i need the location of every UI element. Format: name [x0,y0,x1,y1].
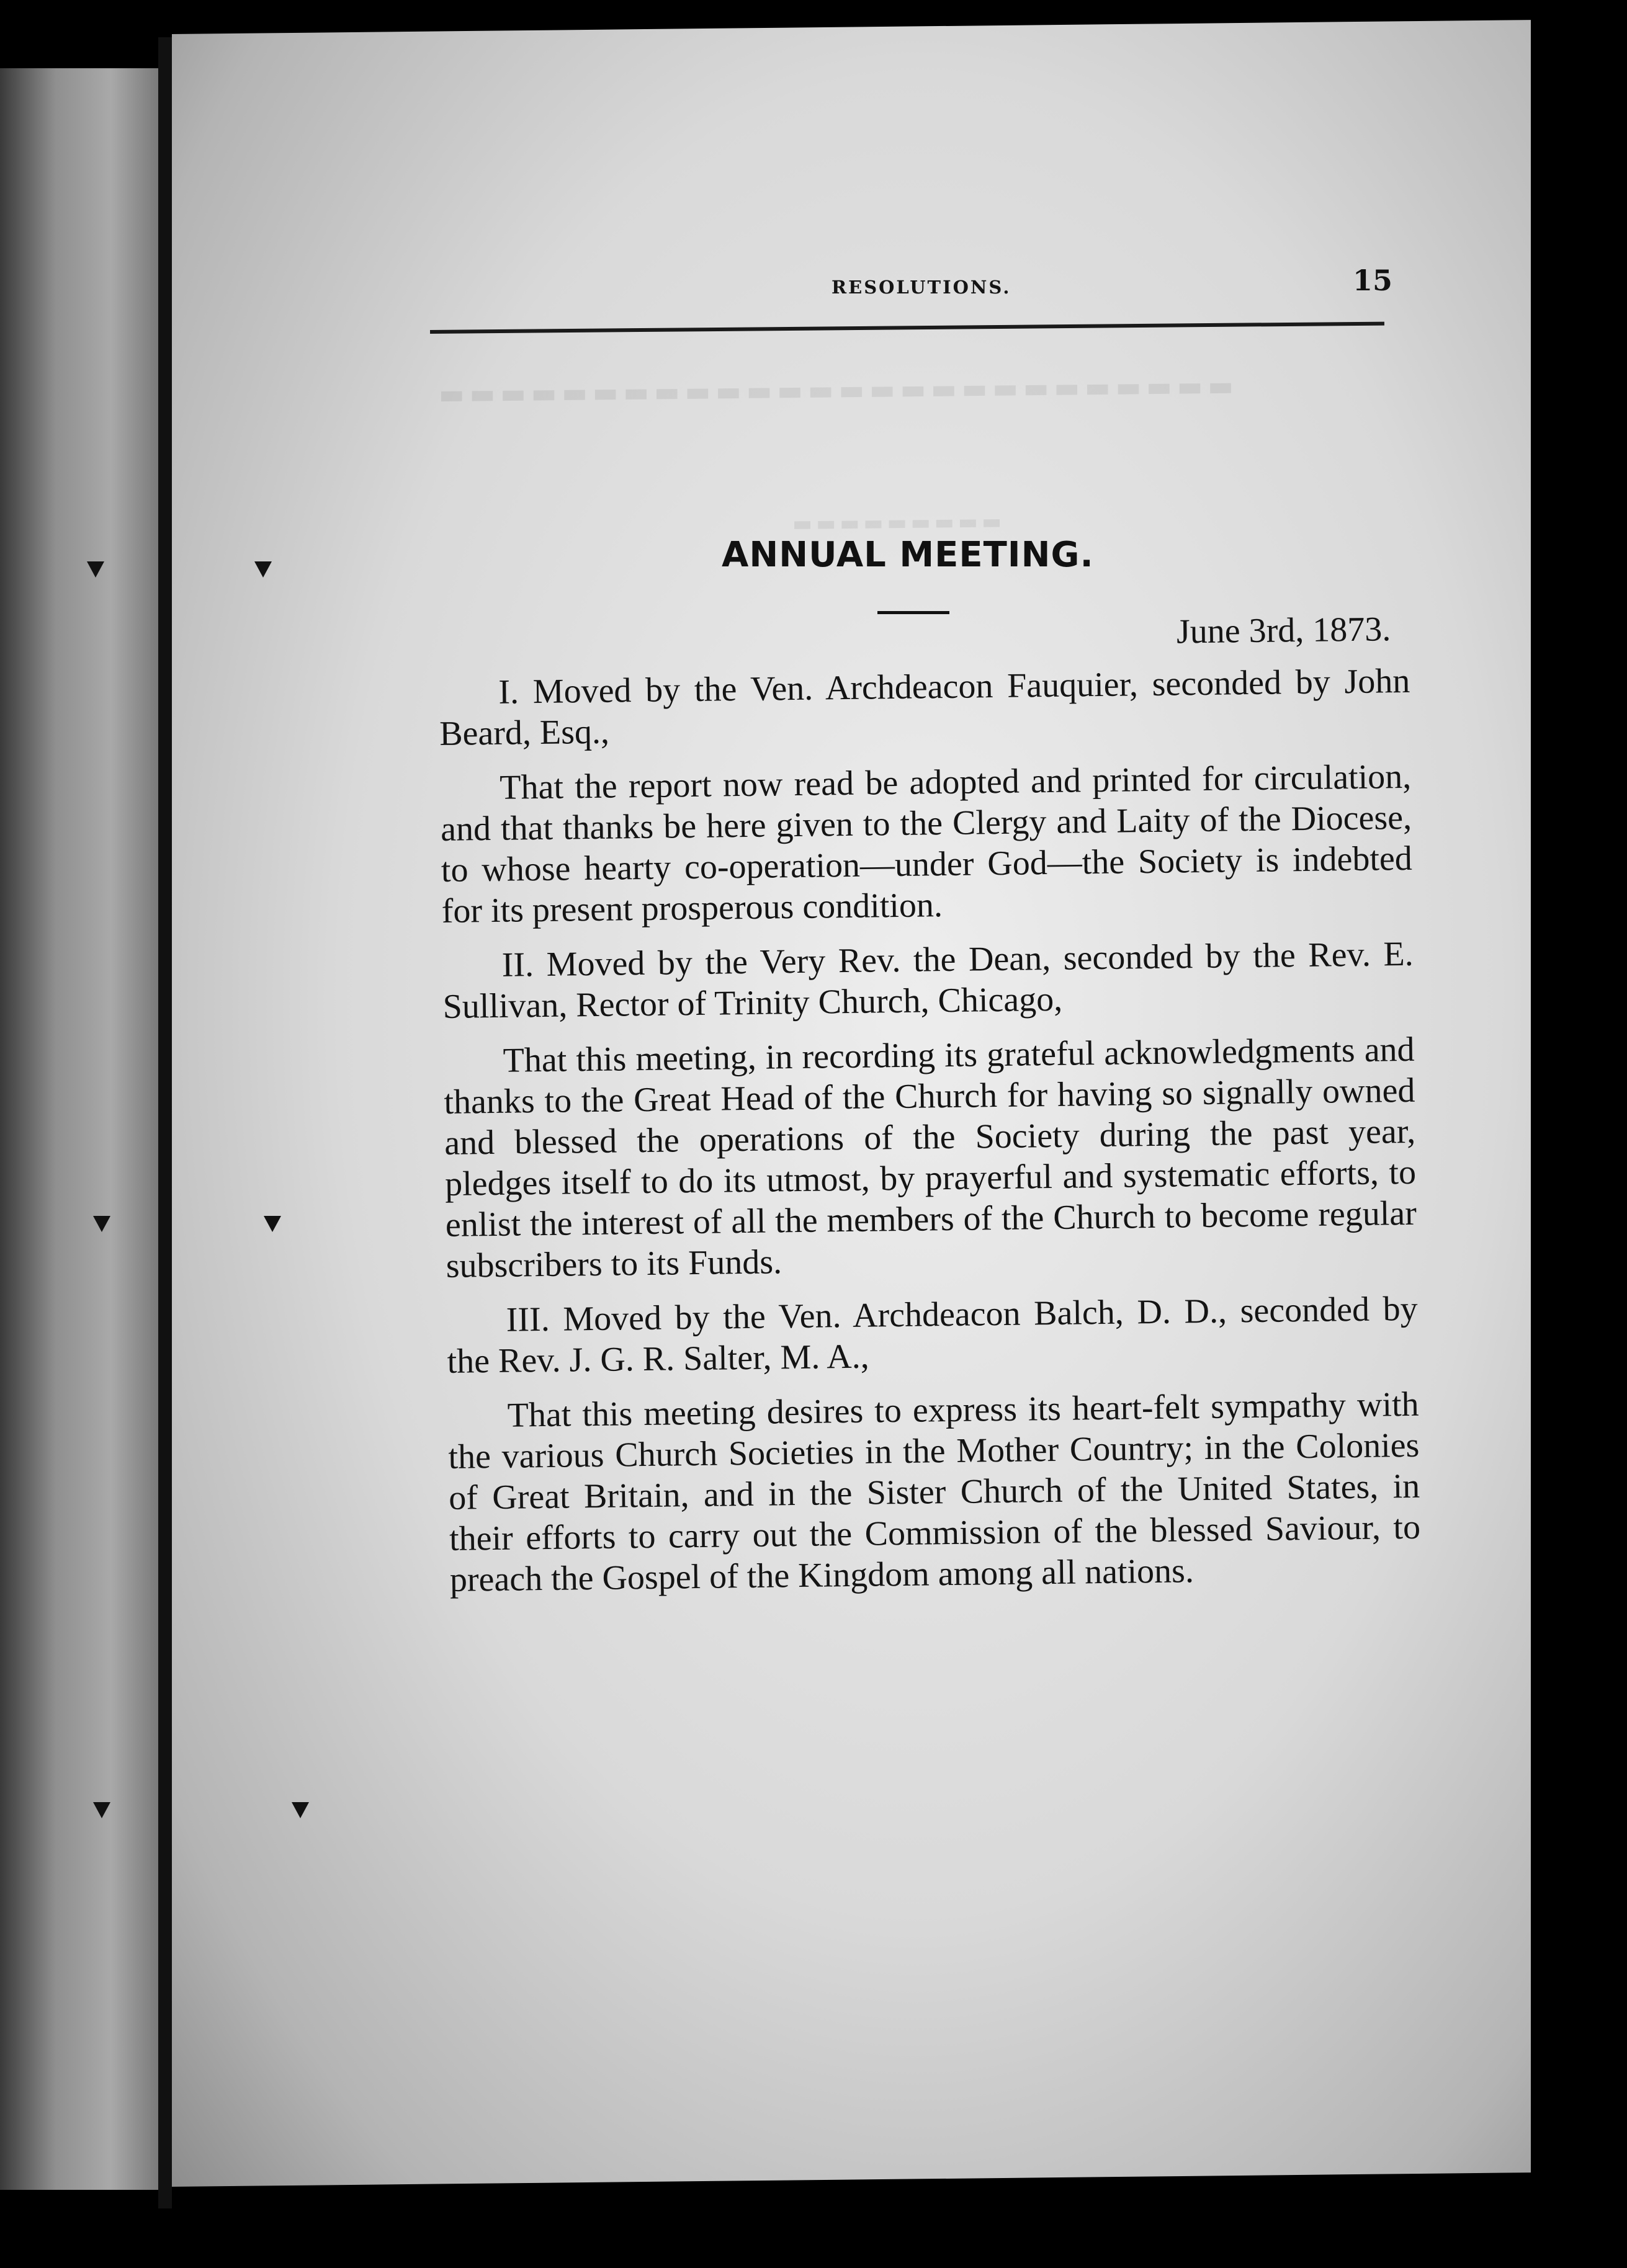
resolution-text: That the report now read be adopted and printed for circulation, and that thanks be here given to the Clergy and Laity of the Diocese, to whose hearty co-operation—under God—the Society is indebted for its present prosperous condition. [440,757,1413,931]
resolution-motion: II. Moved by the Very Rev. the Dean, seconded by the Rev. E. Sullivan, Rector of Trinity Church, Chicago, [442,934,1414,1026]
resolution-motion: III. Moved by the Ven. Archdeacon Balch, D. D., seconded by the Rev. J. G. R. Salter, M. A., [447,1289,1419,1381]
facing-page-edge [0,68,158,2190]
resolutions-body [438,609,1421,1614]
binding-hole-mark [93,1802,110,1818]
page-title: ANNUAL MEETING. [722,535,1094,575]
bleed-through-mark: ▬▬▬▬▬▬▬▬▬ [792,509,1006,537]
bleed-through-mark: ▬▬▬▬▬▬▬▬▬▬▬▬▬▬▬▬▬▬▬▬▬▬▬▬▬▬ [439,370,1239,411]
binding-hole-mark [264,1216,281,1232]
binding-hole-mark [292,1802,309,1818]
running-head: RESOLUTIONS. [831,277,1011,298]
meeting-date: June 3rd, 1873. [1176,610,1391,651]
binding-gutter [158,37,172,2208]
page-number: 15 [1353,264,1393,297]
resolution-motion: I. Moved by the Ven. Archdeacon Fauquier, seconded by John Beard, Esq., [439,661,1410,753]
scan-border [1531,0,1627,2268]
binding-hole-mark [87,561,104,578]
binding-hole-mark [93,1216,110,1232]
binding-hole-mark [254,561,272,578]
resolution-text: That this meeting, in recording its grateful acknowledgments and thanks to the Great Head of the Church for having so signally owned and blessed the operations of the Society during the past year, pledges itself to do its utmost, by prayerful and systematic efforts, to enlist the interest of all the members of the Church to become regular subscribers to its Funds. [444,1030,1417,1285]
resolution-text: That this meeting desires to express its heart-felt sympathy with the various Church Societies in the Mother Country; in the Colonies of Great Britain, and in the Sister Church of the United States, in their efforts to carry out the Commission of the blessed Saviour, to preach the Gospel of the Kingdom among all nations. [448,1385,1421,1599]
